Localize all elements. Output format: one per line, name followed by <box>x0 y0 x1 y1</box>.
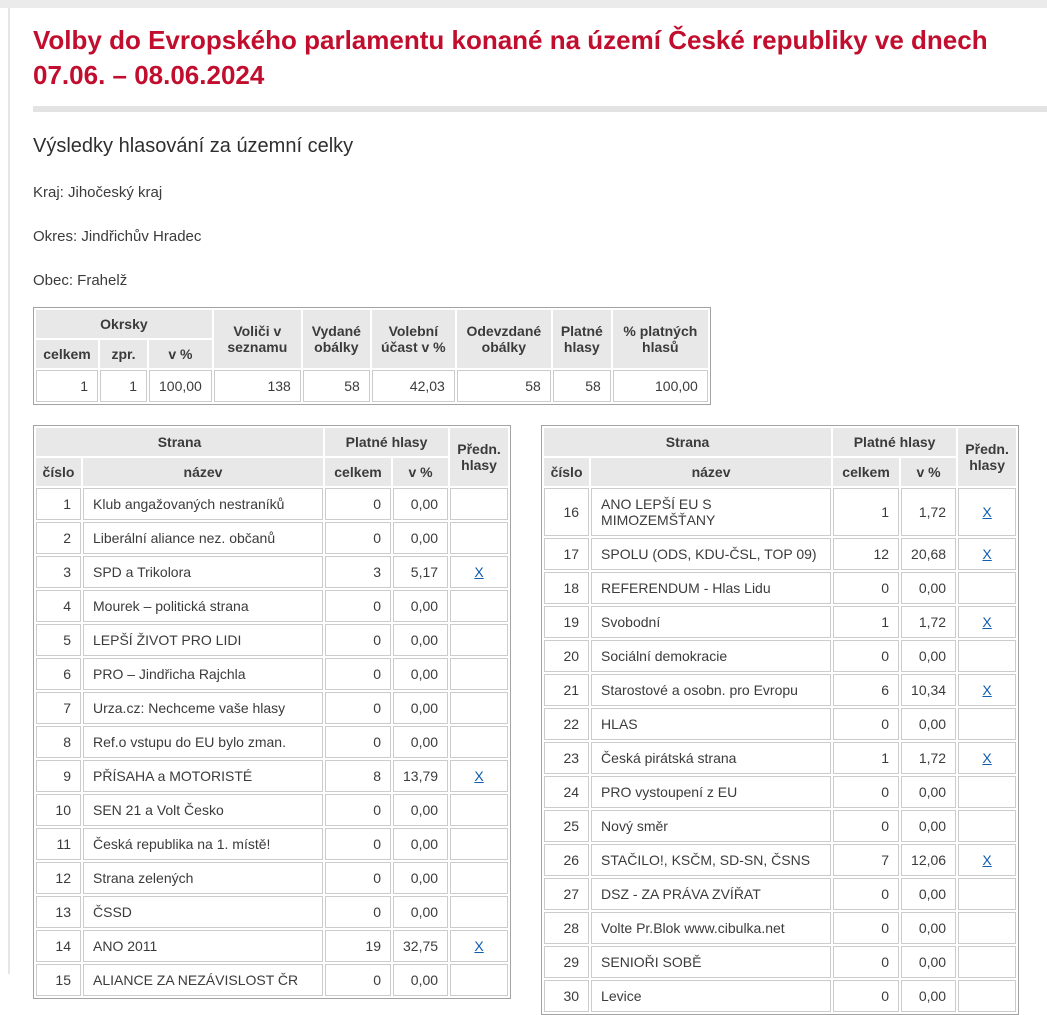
party-votes-total: 0 <box>325 794 391 826</box>
party-number: 27 <box>544 878 589 910</box>
party-row <box>36 556 508 588</box>
party-votes-pct: 0,00 <box>393 522 448 554</box>
pref-votes-cell <box>958 912 1016 944</box>
party-number: 26 <box>544 844 589 876</box>
party-votes-total: 0 <box>325 726 391 758</box>
party-votes-total: 0 <box>325 692 391 724</box>
party-number: 25 <box>544 810 589 842</box>
party-name: Ref.o vstupu do EU bylo zman. <box>83 726 323 758</box>
pref-votes-link[interactable]: X <box>982 504 992 520</box>
pref-votes-cell <box>450 896 508 928</box>
party-number: 4 <box>36 590 81 622</box>
pref-votes-cell <box>450 794 508 826</box>
pref-votes-cell <box>958 946 1016 978</box>
party-votes-pct: 1,72 <box>901 606 956 638</box>
party-header-vpct: v % <box>393 458 448 486</box>
party-row <box>36 862 508 894</box>
party-name: REFERENDUM - Hlas Lidu <box>591 572 831 604</box>
party-votes-total: 3 <box>325 556 391 588</box>
party-votes-total: 0 <box>833 946 899 978</box>
pref-votes-cell <box>958 776 1016 808</box>
party-number: 14 <box>36 930 81 962</box>
summary-header-platne: Platné hlasy <box>553 310 611 368</box>
pref-votes-cell <box>958 674 1016 706</box>
party-row <box>544 980 1016 1012</box>
party-votes-pct: 0,00 <box>901 810 956 842</box>
party-number: 22 <box>544 708 589 740</box>
pref-votes-cell <box>958 572 1016 604</box>
pref-votes-link[interactable]: X <box>982 750 992 766</box>
party-number: 1 <box>36 488 81 520</box>
party-row <box>36 760 508 792</box>
party-header-strana: Strana <box>36 428 323 456</box>
party-row <box>544 844 1016 876</box>
party-votes-pct: 0,00 <box>393 692 448 724</box>
party-row <box>36 930 508 962</box>
party-row <box>544 572 1016 604</box>
party-row <box>544 946 1016 978</box>
summary-header-celkem: celkem <box>36 340 98 368</box>
party-votes-pct: 20,68 <box>901 538 956 570</box>
party-number: 17 <box>544 538 589 570</box>
pref-votes-cell <box>450 590 508 622</box>
summary-ucast-value: 42,03 <box>372 370 455 402</box>
party-row <box>544 810 1016 842</box>
party-row <box>36 692 508 724</box>
party-number: 15 <box>36 964 81 996</box>
pref-votes-cell <box>958 640 1016 672</box>
party-name: Volte Pr.Blok www.cibulka.net <box>591 912 831 944</box>
page-title <box>33 23 1047 93</box>
summary-header-volici: Voliči v seznamu <box>214 310 301 368</box>
pref-votes-link[interactable]: X <box>982 614 992 630</box>
party-votes-pct: 0,00 <box>393 896 448 928</box>
left-border-line <box>8 8 10 974</box>
party-number: 30 <box>544 980 589 1012</box>
summary-volici-value: 138 <box>214 370 301 402</box>
party-table-right <box>541 425 1019 1015</box>
party-row <box>36 896 508 928</box>
party-votes-pct: 5,17 <box>393 556 448 588</box>
party-number: 23 <box>544 742 589 774</box>
summary-header-zpr: zpr. <box>100 340 147 368</box>
summary-vpct-value: 100,00 <box>149 370 212 402</box>
party-row <box>544 640 1016 672</box>
party-votes-pct: 12,06 <box>901 844 956 876</box>
party-number: 20 <box>544 640 589 672</box>
party-votes-pct: 0,00 <box>393 624 448 656</box>
party-name: Urza.cz: Nechceme vaše hlasy <box>83 692 323 724</box>
pref-votes-cell <box>450 522 508 554</box>
party-number: 13 <box>36 896 81 928</box>
party-name: SPD a Trikolora <box>83 556 323 588</box>
party-name: SENIOŘI SOBĚ <box>591 946 831 978</box>
party-votes-total: 0 <box>325 658 391 690</box>
party-name: Strana zelených <box>83 862 323 894</box>
party-row <box>36 828 508 860</box>
party-votes-total: 0 <box>325 862 391 894</box>
party-number: 21 <box>544 674 589 706</box>
party-header-platne-hlasy: Platné hlasy <box>833 428 956 456</box>
party-row <box>36 726 508 758</box>
district-line: Okres: Jindřichův Hradec <box>33 228 202 245</box>
party-votes-pct: 0,00 <box>901 776 956 808</box>
party-number: 10 <box>36 794 81 826</box>
party-votes-pct: 0,00 <box>393 828 448 860</box>
pref-votes-cell <box>450 488 508 520</box>
party-header-predn-hlasy: Předn. hlasy <box>958 428 1016 486</box>
party-row <box>36 624 508 656</box>
party-name: Klub angažovaných nestraníků <box>83 488 323 520</box>
party-name: Starostové a osobn. pro Evropu <box>591 674 831 706</box>
party-votes-pct: 0,00 <box>393 590 448 622</box>
party-votes-pct: 13,79 <box>393 760 448 792</box>
party-header-cislo: číslo <box>36 458 81 486</box>
party-name: STAČILO!, KSČM, SD-SN, ČSNS <box>591 844 831 876</box>
party-votes-total: 0 <box>325 896 391 928</box>
pref-votes-cell <box>450 862 508 894</box>
pref-votes-cell <box>450 692 508 724</box>
pref-votes-cell <box>958 742 1016 774</box>
party-header-predn-hlasy: Předn. hlasy <box>450 428 508 486</box>
party-name: ČSSD <box>83 896 323 928</box>
party-name: HLAS <box>591 708 831 740</box>
party-votes-pct: 1,72 <box>901 742 956 774</box>
party-name: PŘÍSAHA a MOTORISTÉ <box>83 760 323 792</box>
region-line: Kraj: Jihočeský kraj <box>33 184 163 201</box>
party-header-celkem: celkem <box>325 458 391 486</box>
party-number: 12 <box>36 862 81 894</box>
party-name: Levice <box>591 980 831 1012</box>
party-name: Nový směr <box>591 810 831 842</box>
party-name: ALIANCE ZA NEZÁVISLOST ČR <box>83 964 323 996</box>
party-row <box>544 776 1016 808</box>
party-votes-total: 0 <box>325 964 391 996</box>
party-name: SPOLU (ODS, KDU-ČSL, TOP 09) <box>591 538 831 570</box>
party-votes-pct: 0,00 <box>901 640 956 672</box>
pref-votes-cell <box>450 624 508 656</box>
pref-votes-cell <box>450 930 508 962</box>
party-name: Česká pirátská strana <box>591 742 831 774</box>
party-header-celkem: celkem <box>833 458 899 486</box>
summary-header-vydane: Vydané obálky <box>303 310 370 368</box>
summary-header-okrsky: Okrsky <box>36 310 212 338</box>
party-name: Sociální demokracie <box>591 640 831 672</box>
party-header-strana: Strana <box>544 428 831 456</box>
pref-votes-cell <box>958 810 1016 842</box>
party-votes-total: 0 <box>833 912 899 944</box>
party-votes-total: 0 <box>833 776 899 808</box>
party-number: 8 <box>36 726 81 758</box>
summary-odevzdane-value: 58 <box>457 370 551 402</box>
party-votes-total: 8 <box>325 760 391 792</box>
party-votes-total: 0 <box>325 522 391 554</box>
party-votes-total: 0 <box>833 810 899 842</box>
pref-votes-link[interactable]: X <box>982 852 992 868</box>
party-votes-pct: 0,00 <box>393 726 448 758</box>
party-votes-total: 0 <box>325 624 391 656</box>
pref-votes-cell <box>958 538 1016 570</box>
title-divider <box>33 106 1047 112</box>
party-row <box>544 742 1016 774</box>
summary-row <box>36 370 708 402</box>
party-votes-total: 0 <box>833 980 899 1012</box>
summary-platne-value: 58 <box>553 370 611 402</box>
summary-header-odevzdane: Odevzdané obálky <box>457 310 551 368</box>
party-votes-total: 1 <box>833 742 899 774</box>
party-votes-pct: 0,00 <box>901 572 956 604</box>
party-row <box>544 878 1016 910</box>
party-name: ANO LEPŠÍ EU S MIMOZEMŠŤANY <box>591 488 831 536</box>
party-votes-pct: 0,00 <box>393 794 448 826</box>
party-votes-total: 0 <box>325 590 391 622</box>
party-number: 9 <box>36 760 81 792</box>
party-number: 19 <box>544 606 589 638</box>
party-name: Liberální aliance nez. občanů <box>83 522 323 554</box>
party-votes-total: 0 <box>833 572 899 604</box>
party-votes-total: 19 <box>325 930 391 962</box>
pref-votes-cell <box>958 878 1016 910</box>
party-number: 7 <box>36 692 81 724</box>
pref-votes-cell <box>450 556 508 588</box>
party-number: 11 <box>36 828 81 860</box>
party-name: PRO – Jindřicha Rajchla <box>83 658 323 690</box>
party-name: SEN 21 a Volt Česko <box>83 794 323 826</box>
summary-header-ucast: Volební účast v % <box>372 310 455 368</box>
party-header-vpct: v % <box>901 458 956 486</box>
summary-vydane-value: 58 <box>303 370 370 402</box>
page-title-line1: Volby do Evropského parlamentu konané na území České republiky ve dnech <box>33 25 988 55</box>
party-row <box>544 488 1016 536</box>
party-table-left <box>33 425 511 999</box>
party-votes-pct: 0,00 <box>901 878 956 910</box>
party-votes-total: 7 <box>833 844 899 876</box>
party-number: 6 <box>36 658 81 690</box>
party-row <box>36 658 508 690</box>
party-row <box>36 488 508 520</box>
pref-votes-cell <box>958 708 1016 740</box>
pref-votes-cell <box>958 606 1016 638</box>
pref-votes-link[interactable]: X <box>982 682 992 698</box>
party-votes-pct: 0,00 <box>901 912 956 944</box>
party-votes-total: 1 <box>833 488 899 536</box>
page-content <box>0 23 1047 1015</box>
party-number: 16 <box>544 488 589 536</box>
pref-votes-link[interactable]: X <box>474 564 484 580</box>
party-votes-pct: 0,00 <box>393 488 448 520</box>
party-row <box>544 912 1016 944</box>
party-number: 24 <box>544 776 589 808</box>
party-header-platne-hlasy: Platné hlasy <box>325 428 448 456</box>
summary-header-pct-platnych: % platných hlasů <box>613 310 708 368</box>
party-name: ANO 2011 <box>83 930 323 962</box>
party-row <box>36 590 508 622</box>
party-votes-total: 0 <box>325 488 391 520</box>
pref-votes-cell <box>450 964 508 996</box>
party-votes-total: 12 <box>833 538 899 570</box>
party-row <box>36 522 508 554</box>
summary-zpr-value: 1 <box>100 370 147 402</box>
party-votes-total: 0 <box>833 878 899 910</box>
party-votes-total: 0 <box>833 708 899 740</box>
pref-votes-cell <box>958 488 1016 536</box>
summary-pct-platnych-value: 100,00 <box>613 370 708 402</box>
party-row <box>544 674 1016 706</box>
party-votes-pct: 1,72 <box>901 488 956 536</box>
pref-votes-link[interactable]: X <box>474 768 484 784</box>
pref-votes-link[interactable]: X <box>474 938 484 954</box>
pref-votes-cell <box>958 844 1016 876</box>
party-votes-total: 0 <box>325 828 391 860</box>
section-heading: Výsledky hlasování za územní celky <box>33 135 354 157</box>
pref-votes-cell <box>450 760 508 792</box>
municipality-line: Obec: Frahelž <box>33 272 128 289</box>
party-votes-pct: 0,00 <box>393 658 448 690</box>
party-number: 18 <box>544 572 589 604</box>
party-row <box>36 964 508 996</box>
party-votes-pct: 32,75 <box>393 930 448 962</box>
party-name: PRO vystoupení z EU <box>591 776 831 808</box>
party-votes-pct: 0,00 <box>393 862 448 894</box>
party-number: 2 <box>36 522 81 554</box>
party-number: 28 <box>544 912 589 944</box>
party-name: Mourek – politická strana <box>83 590 323 622</box>
party-tables-container <box>33 425 1047 1015</box>
summary-celkem-value: 1 <box>36 370 98 402</box>
pref-votes-cell <box>450 828 508 860</box>
party-votes-pct: 0,00 <box>901 708 956 740</box>
party-number: 3 <box>36 556 81 588</box>
summary-table <box>33 307 711 405</box>
top-strip <box>0 0 1047 8</box>
party-header-cislo: číslo <box>544 458 589 486</box>
party-votes-total: 0 <box>833 640 899 672</box>
party-name: DSZ - ZA PRÁVA ZVÍŘAT <box>591 878 831 910</box>
party-name: Svobodní <box>591 606 831 638</box>
party-row <box>544 708 1016 740</box>
party-number: 29 <box>544 946 589 978</box>
summary-header-vpct: v % <box>149 340 212 368</box>
party-votes-pct: 0,00 <box>901 980 956 1012</box>
party-number: 5 <box>36 624 81 656</box>
pref-votes-link[interactable]: X <box>982 546 992 562</box>
party-name: LEPŠÍ ŽIVOT PRO LIDI <box>83 624 323 656</box>
party-header-nazev: název <box>83 458 323 486</box>
party-row <box>544 538 1016 570</box>
pref-votes-cell <box>958 980 1016 1012</box>
party-row <box>36 794 508 826</box>
party-name: Česká republika na 1. místě! <box>83 828 323 860</box>
party-row <box>544 606 1016 638</box>
party-votes-total: 6 <box>833 674 899 706</box>
party-votes-pct: 0,00 <box>393 964 448 996</box>
pref-votes-cell <box>450 726 508 758</box>
party-votes-total: 1 <box>833 606 899 638</box>
party-votes-pct: 0,00 <box>901 946 956 978</box>
party-header-nazev: název <box>591 458 831 486</box>
party-votes-pct: 10,34 <box>901 674 956 706</box>
pref-votes-cell <box>450 658 508 690</box>
page-title-line2: 07.06. – 08.06.2024 <box>33 60 265 90</box>
